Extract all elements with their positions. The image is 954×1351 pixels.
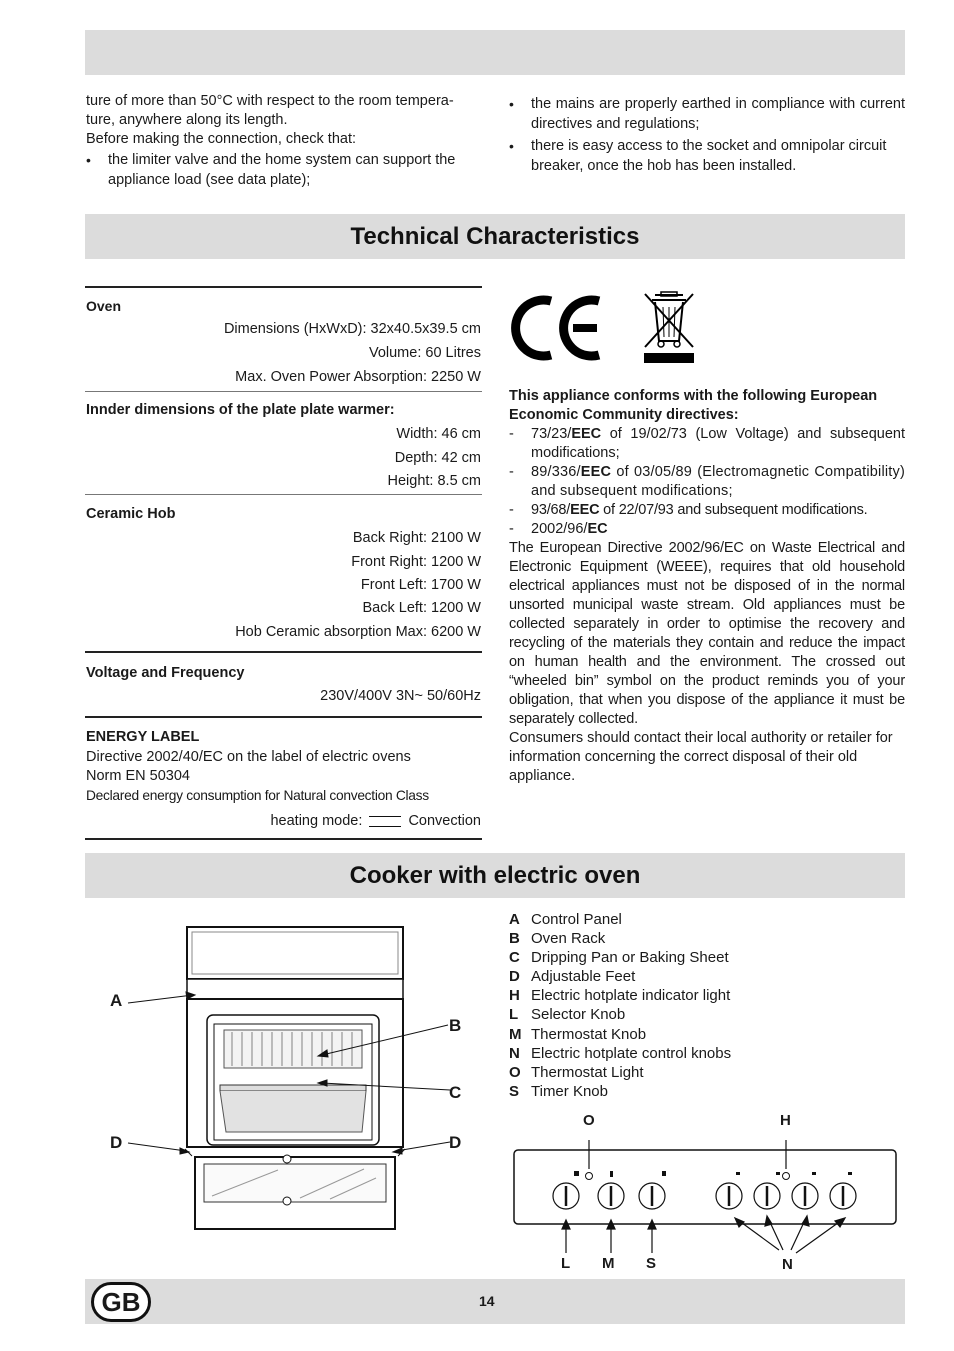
spec-heading-hob: Ceramic Hob	[86, 506, 176, 522]
divider	[85, 391, 482, 392]
intro-bullet-right-1: • the mains are properly earthed in compliance with current directives and regulations;	[531, 94, 905, 134]
energy-line: Declared energy consumption for Natural convection Class	[86, 788, 429, 803]
spec-row: Back Left: 1200 W	[362, 600, 481, 616]
directive-item: - 89/336/EEC of 03/05/89 (Electromagnetic Compatibility) and subsequent modifications;	[509, 463, 905, 501]
legend-item: B Oven Rack	[509, 930, 606, 948]
legend-item: O Thermostat Light	[509, 1063, 644, 1081]
label-d-right: D	[449, 1133, 462, 1152]
hotplate-indicator-light	[783, 1173, 790, 1180]
label-m: M	[602, 1255, 615, 1272]
spec-row: Hob Ceramic absorption Max: 6200 W	[235, 624, 481, 640]
label-l: L	[561, 1255, 571, 1272]
spec-row: Width: 46 cm	[396, 426, 481, 442]
legend-item: D Adjustable Feet	[509, 968, 636, 986]
label-d-left: D	[110, 1133, 123, 1152]
spec-row: Dimensions (HxWxD): 32x40.5x39.5 cm	[223, 321, 481, 337]
spec-row: Volume: 60 Litres	[368, 345, 481, 361]
spec-heading-warmer: Innder dimensions of the plate plate warmer:	[86, 402, 395, 418]
cooker-section-title	[85, 853, 905, 898]
label-s: S	[646, 1255, 657, 1272]
directive-item: - 73/23/EEC of 19/02/73 (Low Voltage) and subsequent modifications;	[509, 425, 905, 463]
divider	[85, 494, 482, 495]
label-n: N	[782, 1256, 793, 1273]
heating-mode-label: heating mode:	[270, 813, 363, 829]
convection-symbol-icon	[369, 816, 401, 827]
legend-item: M Thermostat Knob	[509, 1025, 647, 1043]
hob-top	[187, 927, 403, 979]
control-panel	[187, 979, 403, 999]
spec-row: Front Left: 1700 W	[360, 577, 481, 593]
label-o: O	[583, 1112, 595, 1129]
spec-heading-oven: Oven	[86, 298, 122, 314]
spec-heading-energy: ENERGY LABEL	[86, 729, 200, 745]
spec-row: Height: 8.5 cm	[387, 473, 481, 489]
heating-mode-value: Convection	[408, 813, 481, 829]
label-a: A	[110, 991, 123, 1010]
label-c: C	[449, 1083, 462, 1102]
heating-mode-row	[270, 813, 481, 829]
consumers-paragraph: Consumers should contact their local authority or retailer for information concerning the correct disposal of their old appliance.	[509, 730, 893, 784]
spec-row: Max. Oven Power Absorption: 2250 W	[235, 369, 481, 385]
divider	[85, 651, 482, 653]
label-h: H	[780, 1112, 791, 1129]
page-number: 14	[479, 1293, 495, 1309]
conformity-lead: This appliance conforms with the following European Economic Community directives:	[509, 388, 878, 423]
intro-bullet-right-2: • there is easy access to the socket and omnipolar circuit breaker, once the hob has been installed.	[531, 136, 905, 176]
cooker-diagram	[100, 920, 480, 1240]
legend-item: N Electric hotplate control knobs	[509, 1044, 732, 1062]
directive-list	[509, 425, 905, 539]
header-band	[85, 30, 905, 75]
intro-check-line: Before making the connection, check that:	[86, 131, 357, 147]
directive-item: - 2002/96/EC	[509, 520, 905, 539]
legend-item: H Electric hotplate indicator light	[509, 987, 731, 1005]
intro-para-line1: ture of more than 50°C with respect to the room tempera-	[86, 93, 454, 109]
thermostat-light	[586, 1173, 593, 1180]
cooker-title-text: Cooker with electric oven	[349, 862, 641, 889]
legend-item: S Timer Knob	[509, 1082, 608, 1100]
crossed-bin-icon	[643, 291, 695, 365]
parts-legend	[509, 910, 731, 1101]
divider	[85, 838, 482, 840]
legend-item: C Dripping Pan or Baking Sheet	[509, 949, 729, 967]
ce-mark-icon	[509, 293, 605, 363]
spec-row: Back Right: 2100 W	[352, 530, 481, 546]
country-badge	[91, 1282, 151, 1322]
label-b: B	[449, 1016, 462, 1035]
weee-paragraph: The European Directive 2002/96/EC on Waste Electrical and Electronic Equipment (WEEE), requires that old household electrical appliances must not be disposed of in the normal unsorted municipal waste stream. Old appliances must be collected separately in order to optimise the recovery and recycling of the materials they contain and reduce the impact on human health and the environment. The crossed out “wheeled bin” symbol on the product reminds you of your obligation, that when you dispose of the appliance it must be separately collected.	[509, 540, 905, 727]
intro-para-line2: ture, anywhere along its length.	[86, 112, 288, 128]
directive-item: - 93/68/EEC of 22/07/93 and subsequent modifications.	[509, 501, 905, 520]
spec-row: Front Right: 1200 W	[351, 554, 481, 570]
spec-row: Depth: 42 cm	[394, 450, 481, 466]
divider	[85, 716, 482, 718]
country-code: GB	[101, 1287, 141, 1317]
tech-section-title	[85, 214, 905, 259]
energy-line: Directive 2002/40/EC on the label of electric ovens	[86, 749, 411, 765]
footer-band	[85, 1279, 905, 1324]
divider	[85, 286, 482, 288]
energy-line: Norm EN 50304	[86, 768, 190, 784]
legend-item: A Control Panel	[509, 911, 622, 928]
conformity-text	[509, 387, 905, 786]
tech-title-text: Technical Characteristics	[350, 223, 640, 250]
spec-row: 230V/400V 3N~ 50/60Hz	[320, 688, 481, 704]
legend-item: L Selector Knob	[509, 1006, 626, 1024]
spec-heading-voltage: Voltage and Frequency	[86, 665, 245, 681]
intro-bullet-left: • the limiter valve and the home system can support the appliance load (see data plate);	[108, 150, 482, 190]
